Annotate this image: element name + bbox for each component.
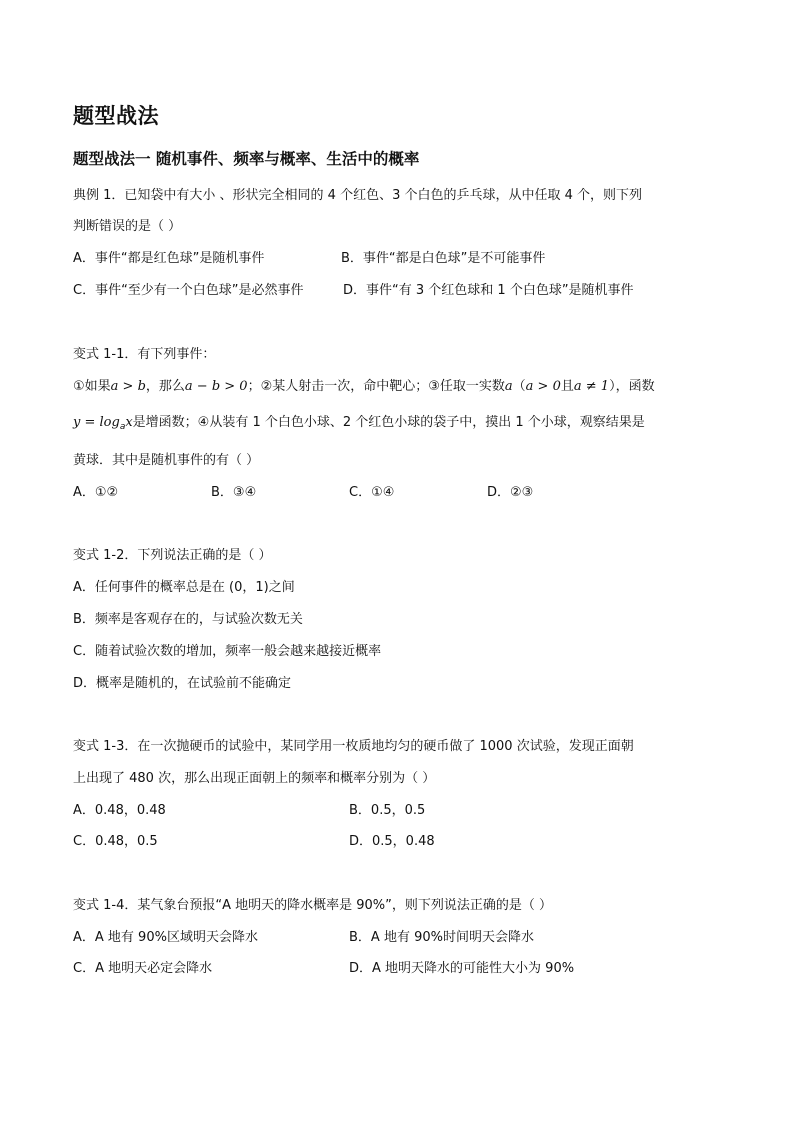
math-expression: y = log (73, 415, 120, 430)
text-segment: ，那么 (145, 379, 185, 394)
variant1-4-title: 变式 1-4．某气象台预报“A 地明天的降水概率是 90%”，则下列说法正确的是（ ） (73, 898, 553, 913)
section-title: 题型战法一 随机事件、频率与概率、生活中的概率 (73, 150, 420, 168)
variant1-2-option-c: C．随着试验次数的增加，频率一般会越来越接近概率 (73, 644, 382, 659)
text-segment: 是增函数；④从装有 1 个白色小球、2 个红色小球的袋子中，摸出 1 个小球，观察结果是 (132, 415, 645, 430)
text-segment: ；②某人射击一次，命中靶心；③任取一实数 (247, 379, 505, 394)
math-expression: a ≠ 1 (573, 379, 610, 394)
variant1-3-option-b: B．0.5，0.5 (349, 803, 426, 818)
variant1-2-title: 变式 1-2．下列说法正确的是（ ） (73, 548, 272, 563)
variant1-3-question-line2: 上出现了 480 次，那么出现正面朝上的频率和概率分别为（ ） (73, 771, 436, 786)
variant1-4-option-b: B．A 地有 90%时间明天会降水 (349, 930, 534, 945)
example1-option-b: B．事件“都是白色球”是不可能事件 (341, 251, 546, 266)
page-heading: 题型战法 (73, 104, 159, 128)
math-expression: a > b (110, 379, 146, 394)
math-expression: a − b > 0 (184, 379, 248, 394)
variant1-1-option-a: A．①② (73, 485, 119, 500)
variant1-2-option-b: B．频率是客观存在的，与试验次数无关 (73, 612, 303, 627)
example1-question-line1: 典例 1．已知袋中有大小 、形状完全相同的 4 个红色、3 个白色的乒乓球，从中任取 4 个，则下列 (73, 188, 643, 203)
text-segment: ①如果 (73, 379, 111, 394)
variant1-4-option-d: D．A 地明天降水的可能性大小为 90% (349, 961, 575, 976)
variant1-3-option-c: C．0.48，0.5 (73, 834, 158, 849)
variant1-1-line3: 黄球．其中是随机事件的有（ ） (73, 453, 260, 468)
variant1-1-line1 (73, 377, 655, 397)
variant1-1-line2 (73, 413, 645, 437)
math-expression: a (504, 379, 513, 394)
variant1-1-option-b: B．③④ (211, 485, 257, 500)
variant1-2-option-d: D．概率是随机的，在试验前不能确定 (73, 676, 292, 691)
math-expression: x (125, 415, 133, 430)
variant1-3-question-line1: 变式 1-3．在一次抛硬币的试验中，某同学用一枚质地均匀的硬币做了 1000 次试验，发现正面朝 (73, 739, 634, 754)
example1-question-line2: 判断错误的是（ ） (73, 219, 182, 234)
example1-option-c: C．事件“至少有一个白色球”是必然事件 (73, 283, 304, 298)
variant1-1-title: 变式 1-1．有下列事件： (73, 347, 216, 362)
variant1-3-option-a: A．0.48，0.48 (73, 803, 166, 818)
math-subscript: a (119, 422, 126, 432)
example1-option-a: A．事件“都是红色球”是随机事件 (73, 251, 265, 266)
math-expression: a > 0 (525, 379, 561, 394)
variant1-4-option-a: A．A 地有 90%区域明天会降水 (73, 930, 258, 945)
variant1-1-option-c: C．①④ (349, 485, 395, 500)
text-segment: （ (512, 379, 526, 394)
text-segment: ），函数 (609, 379, 655, 394)
variant1-2-option-a: A．任何事件的概率总是在 (0，1)之间 (73, 580, 295, 595)
text-segment: 且 (560, 379, 574, 394)
variant1-3-option-d: D．0.5，0.48 (349, 834, 435, 849)
variant1-1-option-d: D．②③ (487, 485, 534, 500)
variant1-4-option-c: C．A 地明天必定会降水 (73, 961, 213, 976)
example1-option-d: D．事件“有 3 个红色球和 1 个白色球”是随机事件 (343, 283, 634, 298)
